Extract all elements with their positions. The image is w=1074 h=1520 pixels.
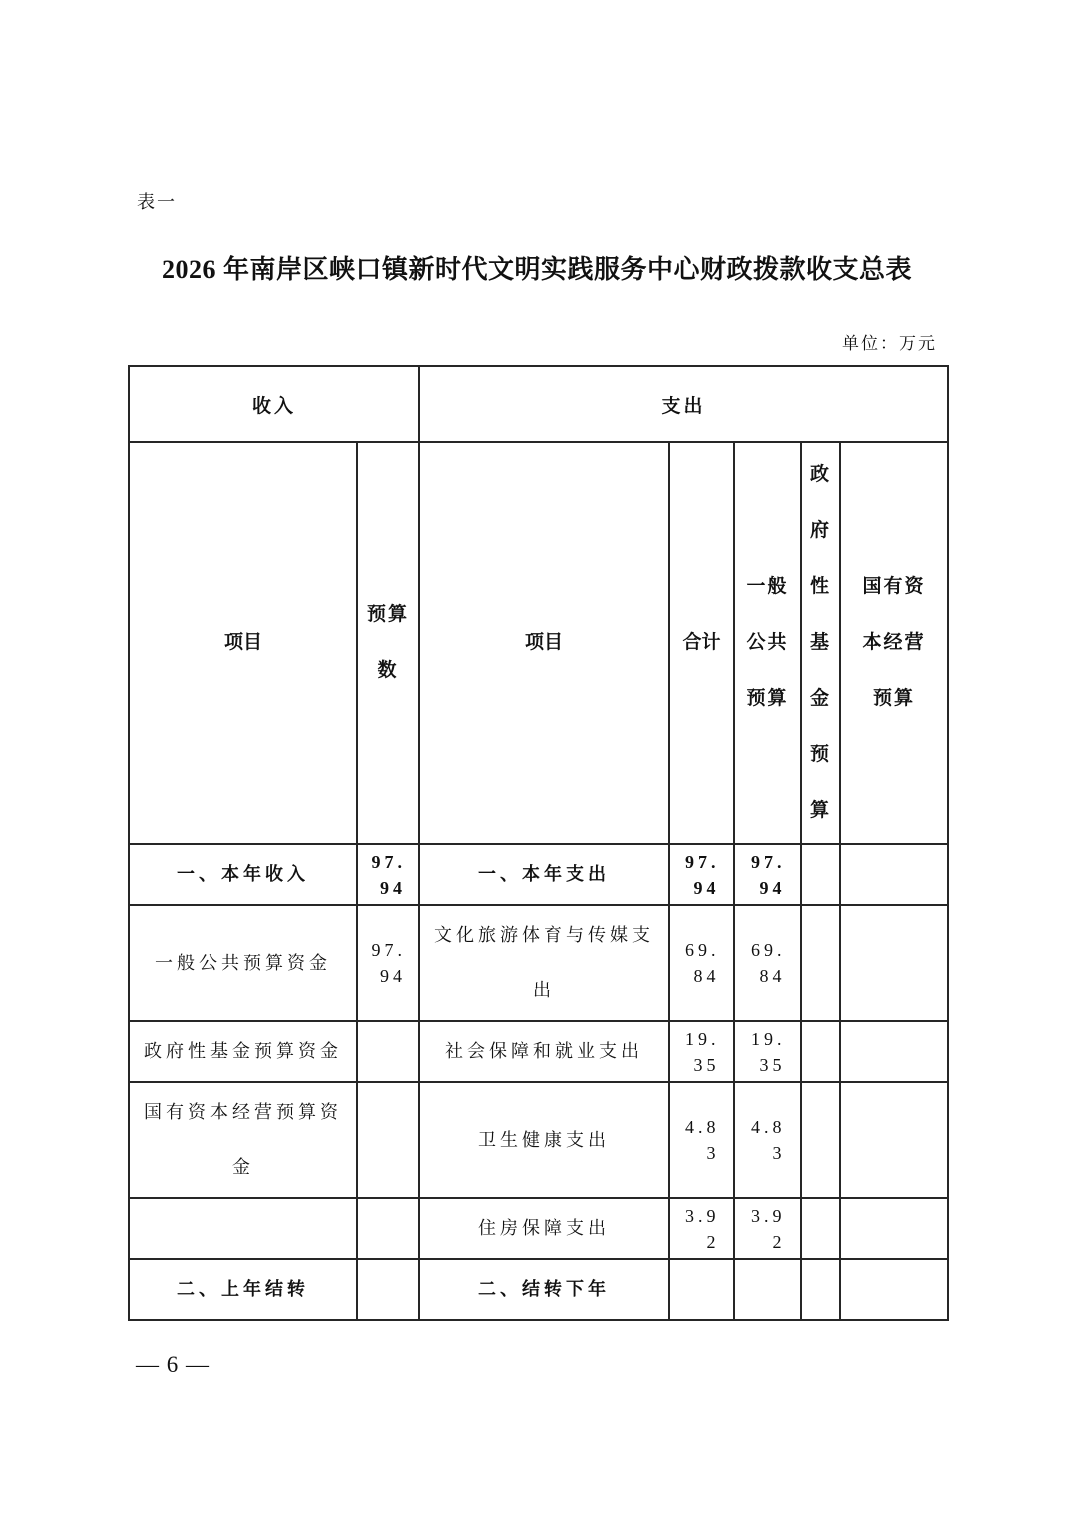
table-row — [129, 1259, 948, 1320]
table-row — [129, 905, 948, 1021]
income-item-cell: 一般公共预算资金 — [129, 905, 357, 1021]
total-cell: 97.94 — [669, 844, 734, 905]
government-fund-budget-cell — [801, 1198, 840, 1259]
income-item-cell — [129, 1198, 357, 1259]
col-header-state-capital-budget — [840, 442, 948, 844]
expenditure-item-cell: 卫生健康支出 — [419, 1082, 669, 1198]
col-header-state-capital-budget-text: 国有资本经营预算 — [862, 576, 926, 709]
state-capital-budget-cell — [840, 1021, 948, 1082]
page-number: — 6 — — [136, 1352, 210, 1377]
col-header-general-public-budget-text: 一般公共预算 — [746, 576, 789, 709]
header-expenditure: 支出 — [419, 366, 948, 442]
total-cell: 4.83 — [669, 1082, 734, 1198]
income-item-cell: 一、本年收入 — [129, 844, 357, 905]
income-item-cell: 二、上年结转 — [129, 1259, 357, 1320]
total-cell: 19.35 — [669, 1021, 734, 1082]
col-header-general-public-budget — [734, 442, 801, 844]
income-budget-cell — [357, 1198, 419, 1259]
government-fund-budget-cell — [801, 1259, 840, 1320]
general-public-budget-cell: 4.83 — [734, 1082, 801, 1198]
col-header-government-fund-budget-text: 政府性基金预算 — [810, 464, 832, 821]
table-row — [129, 1021, 948, 1082]
total-cell — [669, 1259, 734, 1320]
income-budget-cell — [357, 1021, 419, 1082]
government-fund-budget-cell — [801, 1021, 840, 1082]
total-cell: 3.92 — [669, 1198, 734, 1259]
general-public-budget-cell: 97.94 — [734, 844, 801, 905]
total-cell: 69.84 — [669, 905, 734, 1021]
col-header-income-item: 项目 — [129, 442, 357, 844]
budget-summary-table — [128, 365, 949, 1321]
expenditure-item-cell: 文化旅游体育与传媒支出 — [419, 905, 669, 1021]
income-budget-cell: 97.94 — [357, 905, 419, 1021]
table-row — [129, 844, 948, 905]
expenditure-item-cell: 二、结转下年 — [419, 1259, 669, 1320]
table-row — [129, 1198, 948, 1259]
government-fund-budget-cell — [801, 844, 840, 905]
expenditure-item-cell: 住房保障支出 — [419, 1198, 669, 1259]
income-item-cell: 政府性基金预算资金 — [129, 1021, 357, 1082]
col-header-total: 合计 — [669, 442, 734, 844]
state-capital-budget-cell — [840, 1259, 948, 1320]
income-budget-cell: 97.94 — [357, 844, 419, 905]
table-row — [129, 1082, 948, 1198]
col-header-expenditure-item: 项目 — [419, 442, 669, 844]
state-capital-budget-cell — [840, 905, 948, 1021]
government-fund-budget-cell — [801, 905, 840, 1021]
income-item-cell: 国有资本经营预算资金 — [129, 1082, 357, 1198]
table-header-top — [129, 366, 948, 442]
col-header-income-budget — [357, 442, 419, 844]
expenditure-item-cell: 一、本年支出 — [419, 844, 669, 905]
government-fund-budget-cell — [801, 1082, 840, 1198]
state-capital-budget-cell — [840, 1082, 948, 1198]
header-income: 收入 — [129, 366, 419, 442]
unit-note: 单位：万元 — [842, 334, 937, 353]
general-public-budget-cell: 3.92 — [734, 1198, 801, 1259]
general-public-budget-cell — [734, 1259, 801, 1320]
income-budget-cell — [357, 1259, 419, 1320]
state-capital-budget-cell — [840, 1198, 948, 1259]
state-capital-budget-cell — [840, 844, 948, 905]
col-header-government-fund-budget — [801, 442, 840, 844]
general-public-budget-cell: 69.84 — [734, 905, 801, 1021]
table-label: 表一 — [137, 192, 177, 212]
expenditure-item-cell: 社会保障和就业支出 — [419, 1021, 669, 1082]
table-header-columns — [129, 442, 948, 844]
general-public-budget-cell: 19.35 — [734, 1021, 801, 1082]
income-budget-cell — [357, 1082, 419, 1198]
col-header-income-budget-text: 预算数 — [367, 604, 410, 681]
page-title: 2026 年南岸区峡口镇新时代文明实践服务中心财政拨款收支总表 — [161, 255, 912, 284]
